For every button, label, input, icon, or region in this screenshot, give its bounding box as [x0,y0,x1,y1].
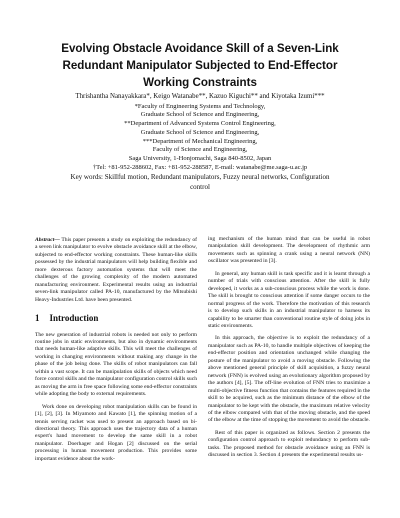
body-paragraph: ing mechanism of the human mind that can be useful in robot manipulation skill development. The development of rhythmic arm movements such as spinning a crank using a neural network (NN) oscillator was presented in [3]. [208,236,370,265]
affiliation-line: ***Department of Mechanical Engineering, [142,137,258,145]
section-title: Introduction [49,313,99,324]
affiliation-line: Graduate School of Science and Engineering, [140,128,260,136]
title-line-3: Working Constraints [143,76,257,89]
affiliation-line: **Department of Advanced Systems Control Engineering, [124,120,276,128]
abstract-body: This paper presents a study on exploiting the redundancy of a seven link manipulator to evolve obstacle avoidance skill at the elbow, subjected to end-effector working constraints. These human-like skills possessed by the industrial manipulators will help building flexible and more dexterous factory automation systems that will meet the challenges of the growing complexity of the modern automated manufacturing environment. Experimental results using an industrial seven-link manipulator called PA-10, manufactured by the Mitsubishi Heavy-Industries Ltd. have been presented. [35,237,197,303]
contact-line: †Tel: +81-952-288602, Fax: +81-952-288587, E-mail: watanabe@me.saga-u.ac.jp [92,163,308,171]
keywords-line-1: Key words: Skillful motion, Redundant manipulators, Fuzzy neural networks, Configuration [70,172,330,181]
title-line-2: Redundant Manipulator Subjected to End-Effector [62,59,338,72]
body-paragraph: Rest of this paper is organized as follows. Section 2 presents the configuration control approach to exploit redundancy to perform sub-tasks. The proposed method for obstacle avoidance using an FNN is discussed in section 3. Section 4 presents the experimental results us- [208,429,370,459]
author-list: Thrishantha Nanayakkara*, Keigo Watanabe**, Kazuo Kiguchi** and Kiyotaka Izumi*** [75,93,325,100]
keywords-line-2: control [190,182,210,191]
section-number: 1 [35,313,40,324]
paper-title [30,40,370,91]
affiliation-line: Saga University, 1-Honjomachi, Saga 840-8502, Japan [128,154,272,162]
body-paragraph: In this approach, the objective is to exploit the redundancy of a manipulator such as PA-10, to handle multiple objectives of keeping the end-effector position and orientation unchanged while changing the posture of the manipulator to avoid a moving obstacle. Following the above mentioned general principle of skill acquisition, a fuzzy neural network (FNN) is evolved using an evolutionary algorithm proposed by the authors [4], [5]. The off-line evolution of FNN tries to maximize a multi-objective fitness function that contains the features required in the skill to be acquired, such as the minimum distance of the elbow of the manipulator to be kept with the obstacle, the maximum relative velocity of the elbow compared with that of the moving obstacle, and the speed of the elbow at the time of stopping the movement to avoid the obstacle. [208,335,370,424]
right-column [208,236,370,465]
left-column [35,237,197,468]
body-paragraph: Work done on developing robot manipulation skills can be found in [1], [2], [3]. In Miyamoto and Kawato [1], the spinning motion of a tennis serving racket was used to present an approach based on bi-directional theory. This approach uses the trajectory data of a human expert's hand movement to develop the same skill in a robot manipulator. Doerhager and Hogan [2] discussed on the serial processing in human movement production. This provides some important evidence about the work- [35,403,197,462]
affiliation-line: Graduate School of Science and Engineering, [140,111,260,119]
abstract [35,237,197,304]
abstract-heading: Abstract— [35,237,60,243]
affiliation-line: *Faculty of Engineering Systems and Technology, [134,102,266,110]
body-paragraph: The new generation of industrial robots is needed not only to perform routine jobs in static environments, but also in dynamic environments that needs human-like adaptive skills. This will meet the challenges of working in changing environments without making any change in the phase of the job being done. The skills of robot manipulators can fall within a vast scope. It can be manipulation skills of objects which need force control skills and the manipulator configuration control skills such as moving the arm in free space following some end-effector constraints while adopting the body to external requirements. [35,331,197,398]
front-matter [20,93,380,192]
affiliation-line: Faculty of Science and Engineering, [152,146,248,154]
body-paragraph: In general, any human skill is task specific and it is learnt through a number of trials with conscious attention. After the skill is fully developed, it works as a sub-conscious process while the work is done. The skill is brought to conscious attention if some danger occurs to the normal progress of the work. Therefore the motivation of this research is to develop such skills in an industrial manipulator to harness its capability to be smarter than conventional routine style of doing jobs in static environments. [208,270,370,329]
section-heading [35,315,197,322]
title-line-1: Evolving Obstacle Avoidance Skill of a Seven-Link [61,42,339,55]
